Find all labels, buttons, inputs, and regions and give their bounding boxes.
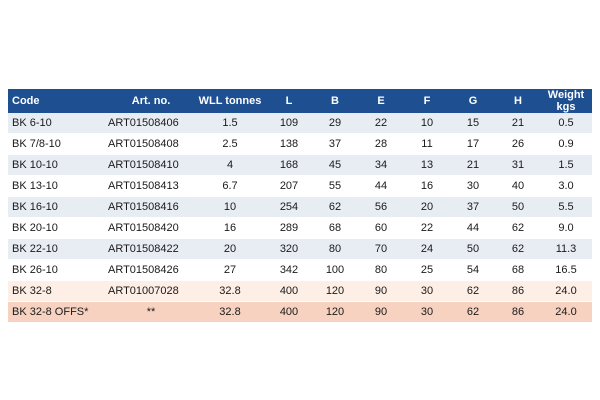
cell-l: 168 (266, 155, 312, 176)
column-header-h: H (496, 89, 540, 113)
cell-l: 400 (266, 302, 312, 323)
cell-h: 50 (496, 197, 540, 218)
cell-f: 25 (404, 260, 450, 281)
cell-weight: 3.0 (540, 176, 592, 197)
table-row (8, 260, 592, 281)
table-row-highlighted (8, 281, 592, 302)
cell-art-no: ART01508406 (108, 113, 194, 134)
cell-g: 54 (450, 260, 496, 281)
cell-weight: 0.5 (540, 113, 592, 134)
cell-h: 40 (496, 176, 540, 197)
cell-code: BK 26-10 (8, 260, 108, 281)
table-row (8, 239, 592, 260)
cell-e: 90 (358, 281, 404, 302)
cell-code: BK 10-10 (8, 155, 108, 176)
cell-art-no: ART01508413 (108, 176, 194, 197)
cell-b: 100 (312, 260, 358, 281)
cell-b: 45 (312, 155, 358, 176)
cell-weight: 1.5 (540, 155, 592, 176)
cell-h: 31 (496, 155, 540, 176)
table-row (8, 113, 592, 134)
cell-code: BK 32-8 (8, 281, 108, 302)
cell-l: 320 (266, 239, 312, 260)
cell-e: 44 (358, 176, 404, 197)
cell-art-no: ART01508426 (108, 260, 194, 281)
column-header-g: G (450, 89, 496, 113)
cell-wll: 4 (194, 155, 266, 176)
cell-g: 17 (450, 134, 496, 155)
column-header-e: E (358, 89, 404, 113)
cell-b: 120 (312, 302, 358, 323)
cell-wll: 27 (194, 260, 266, 281)
cell-weight: 16.5 (540, 260, 592, 281)
table-row (8, 176, 592, 197)
cell-b: 80 (312, 239, 358, 260)
cell-b: 37 (312, 134, 358, 155)
header-row (8, 89, 592, 113)
cell-e: 70 (358, 239, 404, 260)
cell-g: 62 (450, 281, 496, 302)
product-specification-table (8, 89, 592, 323)
cell-wll: 10 (194, 197, 266, 218)
column-header-b: B (312, 89, 358, 113)
cell-art-no: ART01508408 (108, 134, 194, 155)
table-header (8, 89, 592, 113)
column-header-code: Code (8, 89, 108, 113)
cell-h: 86 (496, 281, 540, 302)
cell-g: 15 (450, 113, 496, 134)
cell-f: 11 (404, 134, 450, 155)
cell-l: 254 (266, 197, 312, 218)
cell-code: BK 22-10 (8, 239, 108, 260)
cell-g: 50 (450, 239, 496, 260)
column-header-l: L (266, 89, 312, 113)
cell-l: 400 (266, 281, 312, 302)
cell-e: 34 (358, 155, 404, 176)
cell-weight: 24.0 (540, 302, 592, 323)
cell-wll: 2.5 (194, 134, 266, 155)
cell-f: 16 (404, 176, 450, 197)
cell-code: BK 20-10 (8, 218, 108, 239)
cell-b: 62 (312, 197, 358, 218)
cell-art-no: ** (108, 302, 194, 323)
cell-g: 62 (450, 302, 496, 323)
cell-e: 22 (358, 113, 404, 134)
cell-h: 62 (496, 239, 540, 260)
cell-f: 13 (404, 155, 450, 176)
cell-art-no: ART01007028 (108, 281, 194, 302)
cell-f: 30 (404, 281, 450, 302)
cell-code: BK 6-10 (8, 113, 108, 134)
cell-code: BK 16-10 (8, 197, 108, 218)
cell-f: 10 (404, 113, 450, 134)
cell-f: 30 (404, 302, 450, 323)
cell-e: 56 (358, 197, 404, 218)
cell-weight: 9.0 (540, 218, 592, 239)
cell-weight: 5.5 (540, 197, 592, 218)
cell-weight: 0.9 (540, 134, 592, 155)
cell-g: 44 (450, 218, 496, 239)
cell-h: 86 (496, 302, 540, 323)
cell-e: 90 (358, 302, 404, 323)
column-header-weight: Weight kgs (540, 89, 592, 113)
cell-art-no: ART01508420 (108, 218, 194, 239)
cell-f: 24 (404, 239, 450, 260)
table-body (8, 113, 592, 323)
cell-art-no: ART01508410 (108, 155, 194, 176)
cell-b: 68 (312, 218, 358, 239)
cell-wll: 16 (194, 218, 266, 239)
cell-h: 62 (496, 218, 540, 239)
column-header-wll: WLL tonnes (194, 89, 266, 113)
cell-code: BK 13-10 (8, 176, 108, 197)
cell-code: BK 32-8 OFFS* (8, 302, 108, 323)
cell-wll: 32.8 (194, 281, 266, 302)
cell-e: 28 (358, 134, 404, 155)
cell-f: 20 (404, 197, 450, 218)
cell-g: 30 (450, 176, 496, 197)
cell-h: 68 (496, 260, 540, 281)
cell-wll: 32.8 (194, 302, 266, 323)
cell-l: 109 (266, 113, 312, 134)
cell-art-no: ART01508422 (108, 239, 194, 260)
cell-code: BK 7/8-10 (8, 134, 108, 155)
cell-l: 342 (266, 260, 312, 281)
table-row (8, 197, 592, 218)
cell-wll: 1.5 (194, 113, 266, 134)
cell-b: 55 (312, 176, 358, 197)
cell-l: 138 (266, 134, 312, 155)
table-row (8, 155, 592, 176)
cell-e: 60 (358, 218, 404, 239)
table-row-highlighted (8, 302, 592, 323)
table-row (8, 134, 592, 155)
cell-b: 29 (312, 113, 358, 134)
cell-wll: 6.7 (194, 176, 266, 197)
cell-weight: 11.3 (540, 239, 592, 260)
cell-h: 26 (496, 134, 540, 155)
cell-g: 37 (450, 197, 496, 218)
cell-art-no: ART01508416 (108, 197, 194, 218)
cell-l: 289 (266, 218, 312, 239)
column-header-f: F (404, 89, 450, 113)
cell-h: 21 (496, 113, 540, 134)
cell-weight: 24.0 (540, 281, 592, 302)
cell-e: 80 (358, 260, 404, 281)
cell-b: 120 (312, 281, 358, 302)
table-row (8, 218, 592, 239)
column-header-art-no: Art. no. (108, 89, 194, 113)
cell-f: 22 (404, 218, 450, 239)
cell-g: 21 (450, 155, 496, 176)
cell-l: 207 (266, 176, 312, 197)
product-specification-table-container (8, 89, 592, 323)
cell-wll: 20 (194, 239, 266, 260)
